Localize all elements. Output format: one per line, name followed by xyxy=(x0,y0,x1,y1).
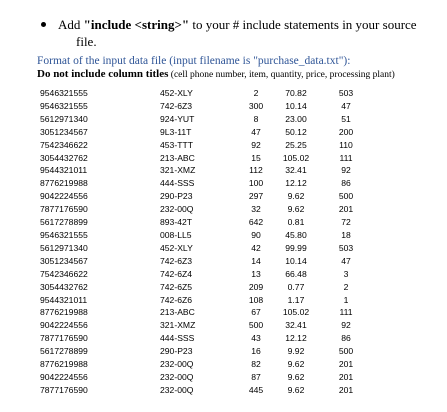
table-row xyxy=(40,358,372,371)
item-code-cell: 232-00Q xyxy=(160,371,194,382)
table-row xyxy=(40,126,372,139)
processing-plant-cell: 200 xyxy=(338,126,354,137)
table-row xyxy=(40,164,372,177)
quantity-cell: 42 xyxy=(251,242,261,253)
instruction-line xyxy=(58,16,438,33)
item-code-cell: 444-SSS xyxy=(160,333,195,344)
price-cell: 50.12 xyxy=(285,126,307,137)
item-code-cell: 742-6Z4 xyxy=(160,268,193,279)
price-cell: 9.92 xyxy=(287,346,305,357)
quantity-cell: 13 xyxy=(251,268,261,279)
price-cell: 9.62 xyxy=(287,204,305,215)
cell-phone-cell: 5617278899 xyxy=(40,217,88,228)
price-cell: 9.62 xyxy=(287,359,305,370)
processing-plant-cell: 201 xyxy=(338,359,354,370)
table-row xyxy=(40,100,372,113)
quantity-cell: 47 xyxy=(251,126,261,137)
table-row xyxy=(40,268,372,281)
cell-phone-cell: 9544321011 xyxy=(40,165,88,176)
processing-plant-cell: 500 xyxy=(338,191,354,202)
item-code-cell: 452-XLY xyxy=(160,88,193,98)
note-bold: Do not include column titles xyxy=(37,68,169,80)
price-cell: 9.62 xyxy=(287,384,305,395)
item-code-cell: 742-6Z3 xyxy=(160,255,193,266)
table-row xyxy=(40,216,372,229)
cell-phone-cell: 9042224556 xyxy=(40,320,88,331)
item-code-cell: 893-42T xyxy=(160,217,193,228)
quantity-cell: 445 xyxy=(248,384,264,395)
price-cell: 105.02 xyxy=(282,152,310,163)
note-columns: (cell phone number, item, quantity, price, processing plant) xyxy=(168,70,395,80)
table-row xyxy=(40,229,372,242)
processing-plant-cell: 503 xyxy=(338,88,354,98)
cell-phone-cell: 9042224556 xyxy=(40,371,88,382)
item-code-cell: 444-SSS xyxy=(160,178,195,189)
table-row xyxy=(40,113,372,126)
item-code-cell: 232-00Q xyxy=(160,204,194,215)
cell-phone-cell: 9544321011 xyxy=(40,294,88,305)
quantity-cell: 642 xyxy=(248,217,264,228)
purchase-data-rows xyxy=(40,87,372,397)
processing-plant-cell: 110 xyxy=(339,139,353,150)
cell-phone-cell: 9546321555 xyxy=(40,229,88,240)
price-cell: 12.12 xyxy=(285,178,307,189)
processing-plant-cell: 201 xyxy=(338,384,354,395)
table-row xyxy=(40,294,372,307)
quantity-cell: 108 xyxy=(248,294,264,305)
quantity-cell: 92 xyxy=(251,139,261,150)
processing-plant-cell: 72 xyxy=(341,217,351,228)
quantity-cell: 8 xyxy=(253,113,259,124)
price-cell: 9.62 xyxy=(287,191,305,202)
price-cell: 32.41 xyxy=(285,165,307,176)
processing-plant-cell: 500 xyxy=(338,346,354,357)
processing-plant-cell: 86 xyxy=(341,178,351,189)
processing-plant-cell: 51 xyxy=(341,113,351,124)
format-description: Format of the input data file (input filename is "purchase_data.txt"): xyxy=(37,55,351,67)
instruction-rest: to your # include statements in your source xyxy=(189,17,417,32)
cell-phone-cell: 5617278899 xyxy=(40,346,88,357)
table-row xyxy=(40,190,372,203)
table-row xyxy=(40,371,372,384)
table-row xyxy=(40,319,372,332)
quantity-cell: 100 xyxy=(248,178,264,189)
cell-phone-cell: 8776219988 xyxy=(40,359,88,370)
price-cell: 32.41 xyxy=(285,320,307,331)
quantity-cell: 82 xyxy=(251,359,261,370)
price-cell: 12.12 xyxy=(285,333,307,344)
table-row xyxy=(40,255,372,268)
processing-plant-cell: 3 xyxy=(343,268,349,279)
quantity-cell: 300 xyxy=(248,100,264,111)
price-cell: 9.62 xyxy=(287,371,305,382)
table-row xyxy=(40,139,372,152)
quantity-cell: 43 xyxy=(251,333,261,344)
item-code-cell: 008-LL5 xyxy=(160,229,192,240)
quantity-cell: 90 xyxy=(251,229,261,240)
item-code-cell: 742-6Z3 xyxy=(160,100,193,111)
price-cell: 1.17 xyxy=(287,294,305,305)
price-cell: 99.99 xyxy=(285,242,307,253)
quantity-cell: 112 xyxy=(249,165,263,176)
include-string-text: "include <string>" xyxy=(83,17,190,32)
cell-phone-cell: 5612971340 xyxy=(40,113,88,124)
cell-phone-cell: 7542346622 xyxy=(40,139,88,150)
processing-plant-cell: 2 xyxy=(343,281,349,292)
table-row xyxy=(40,384,372,397)
quantity-cell: 15 xyxy=(251,152,261,163)
cell-phone-cell: 7877176590 xyxy=(40,384,88,395)
item-code-cell: 742-6Z6 xyxy=(160,294,193,305)
bullet-dot-icon xyxy=(41,22,46,27)
table-row xyxy=(40,306,372,319)
price-cell: 10.14 xyxy=(285,100,307,111)
cell-phone-cell: 3054432762 xyxy=(40,281,88,292)
quantity-cell: 87 xyxy=(251,371,261,382)
cell-phone-cell: 8776219988 xyxy=(40,178,88,189)
price-cell: 70.82 xyxy=(285,88,307,98)
cell-phone-cell: 9546321555 xyxy=(40,88,88,98)
item-code-cell: 321-XMZ xyxy=(160,165,196,176)
processing-plant-cell: 201 xyxy=(338,371,354,382)
item-code-cell: 232-00Q xyxy=(160,359,194,370)
processing-plant-cell: 86 xyxy=(341,333,351,344)
table-row xyxy=(40,152,372,165)
item-code-cell: 452-XLY xyxy=(160,242,193,253)
processing-plant-cell: 18 xyxy=(341,229,351,240)
item-code-cell: 213-ABC xyxy=(160,307,195,318)
quantity-cell: 2 xyxy=(253,88,259,98)
cell-phone-cell: 7877176590 xyxy=(40,333,88,344)
item-code-cell: 453-TTT xyxy=(160,139,193,150)
quantity-cell: 14 xyxy=(251,255,261,266)
table-row xyxy=(40,332,372,345)
processing-plant-cell: 92 xyxy=(341,320,351,331)
price-cell: 105.02 xyxy=(282,307,310,318)
quantity-cell: 297 xyxy=(248,191,264,202)
item-code-cell: 290-P23 xyxy=(160,191,193,202)
cell-phone-cell: 5612971340 xyxy=(40,242,88,253)
quantity-cell: 500 xyxy=(248,320,264,331)
table-row xyxy=(40,242,372,255)
table-row xyxy=(40,177,372,190)
item-code-cell: 213-ABC xyxy=(160,152,195,163)
quantity-cell: 16 xyxy=(251,346,261,357)
processing-plant-cell: 111 xyxy=(339,152,353,163)
cell-phone-cell: 3054432762 xyxy=(40,152,88,163)
item-code-cell: 321-XMZ xyxy=(160,320,196,331)
item-code-cell: 924-YUT xyxy=(160,113,195,124)
column-title-note xyxy=(37,68,395,80)
purchase-data-table xyxy=(40,87,372,397)
price-cell: 0.77 xyxy=(287,281,305,292)
processing-plant-cell: 47 xyxy=(341,255,351,266)
cell-phone-cell: 7542346622 xyxy=(40,268,88,279)
item-code-cell: 742-6Z5 xyxy=(160,281,193,292)
quantity-cell: 32 xyxy=(251,204,261,215)
item-code-cell: 290-P23 xyxy=(160,346,193,357)
price-cell: 66.48 xyxy=(285,268,307,279)
processing-plant-cell: 503 xyxy=(338,242,354,253)
instruction-continuation: file. xyxy=(76,34,97,49)
cell-phone-cell: 9042224556 xyxy=(40,191,88,202)
table-row xyxy=(40,203,372,216)
processing-plant-cell: 92 xyxy=(341,165,351,176)
cell-phone-cell: 7877176590 xyxy=(40,204,88,215)
quantity-cell: 67 xyxy=(251,307,261,318)
price-cell: 23.00 xyxy=(285,113,307,124)
processing-plant-cell: 1 xyxy=(343,294,349,305)
cell-phone-cell: 3051234567 xyxy=(40,126,88,137)
table-row xyxy=(40,87,372,100)
item-code-cell: 232-00Q xyxy=(160,384,194,395)
price-cell: 45.80 xyxy=(285,229,307,240)
price-cell: 10.14 xyxy=(285,255,307,266)
price-cell: 0.81 xyxy=(287,217,305,228)
processing-plant-cell: 47 xyxy=(341,100,351,111)
cell-phone-cell: 9546321555 xyxy=(40,100,88,111)
instruction-prefix: Add xyxy=(58,17,84,32)
instruction-bullet xyxy=(58,16,438,50)
quantity-cell: 209 xyxy=(248,281,264,292)
processing-plant-cell: 111 xyxy=(339,307,353,318)
cell-phone-cell: 3051234567 xyxy=(40,255,88,266)
processing-plant-cell: 201 xyxy=(338,204,354,215)
cell-phone-cell: 8776219988 xyxy=(40,307,88,318)
table-row xyxy=(40,345,372,358)
table-row xyxy=(40,281,372,294)
item-code-cell: 9L3-11T xyxy=(160,126,192,137)
price-cell: 25.25 xyxy=(285,139,307,150)
